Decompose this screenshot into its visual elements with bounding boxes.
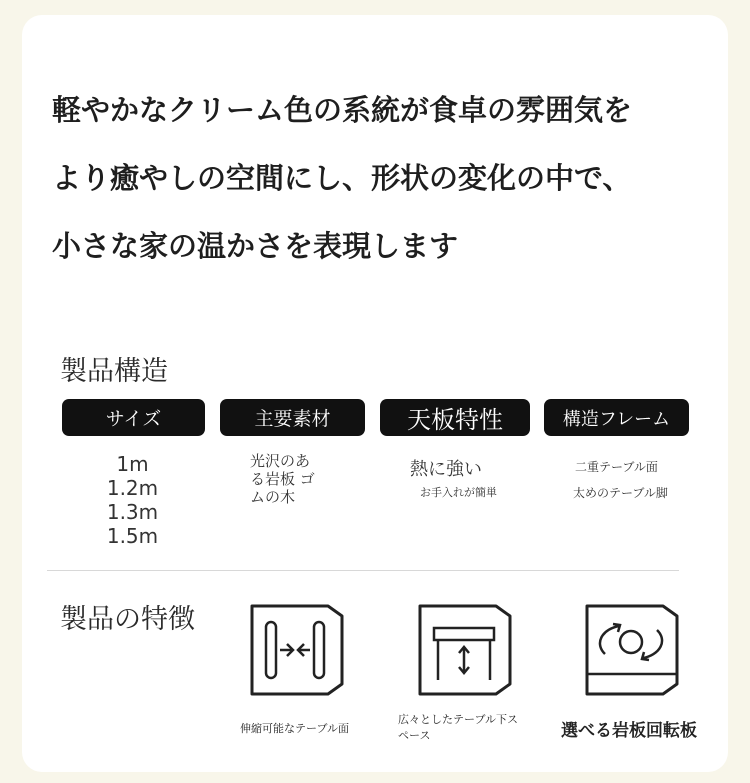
easy-care-text: お手入れが簡単 — [420, 486, 497, 499]
size-value: 1.5m — [106, 524, 159, 548]
rotate-top-icon — [583, 602, 681, 698]
frame-header: 構造フレーム — [544, 399, 689, 436]
material-header: 主要素材 — [220, 399, 365, 436]
size-value: 1m — [116, 452, 149, 476]
headline — [52, 88, 692, 292]
heat-resistant-text: 熱に強い — [410, 459, 482, 480]
feature-label: 選べる岩板回転板 — [561, 721, 697, 741]
material-line: ムの木 — [250, 488, 296, 506]
frame-line: 二重テーブル面 — [575, 460, 658, 474]
size-value: 1.3m — [106, 500, 159, 524]
under-table-space-icon — [416, 602, 514, 698]
size-header: サイズ — [62, 399, 205, 436]
size-value: 1.2m — [106, 476, 159, 500]
extend-arrows-icon — [248, 602, 346, 698]
feature-label — [398, 712, 518, 744]
top-feature-header: 天板特性 — [380, 399, 530, 436]
feature-label-line: ペース — [398, 729, 431, 742]
feature-label: 伸縮可能なテーブル面 — [240, 722, 350, 735]
headline-line: 軽やかなクリーム色の系統が食卓の雰囲気を — [52, 93, 633, 127]
structure-title: 製品構造 — [60, 356, 168, 387]
material-line: る岩板 ゴ — [250, 470, 315, 488]
material-line: 光沢のあ — [250, 452, 311, 470]
features-title: 製品の特徴 — [60, 604, 195, 635]
headline-line: 小さな家の温かさを表現します — [52, 229, 459, 263]
material-text — [250, 452, 315, 506]
size-list — [85, 452, 180, 548]
divider — [47, 570, 679, 571]
feature-label-line: 広々としたテーブル下ス — [398, 713, 519, 726]
frame-line: 太めのテーブル脚 — [573, 486, 668, 500]
headline-line: より癒やしの空間にし、形状の変化の中で、 — [52, 161, 632, 195]
